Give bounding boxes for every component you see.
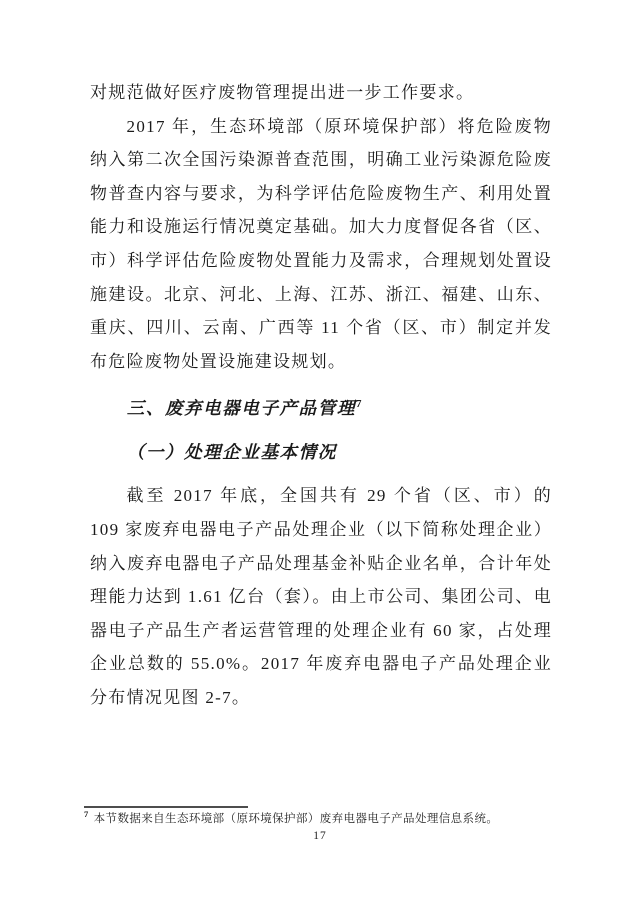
paragraph-processing-enterprises: 截至 2017 年底，全国共有 29 个省（区、市）的 109 家废弃电器电子产品处理企业（以下简称处理企业）纳入废弃电器电子产品处理基金补贴企业名单，合计年处理能力达到 1.61 亿台（套）。由上市公司、集团公司、电器电子产品生产者运营管理的处理企业有 60 家，占处理企业总数的 55.0%。2017 年废弃电器电子产品处理企业分布情况见图 2-7。 <box>90 486 552 707</box>
section-heading-text: 三、废弃电器电子产品管理 <box>126 398 356 419</box>
footnote-text: 本节数据来自生态环境部（原环境保护部）废弃电器电子产品处理信息系统。 <box>93 813 499 825</box>
footnote-ref-superscript: 7 <box>355 398 362 411</box>
paragraph-pollution-census: 2017 年，生态环境部（原环境保护部）将危险废物纳入第二次全国污染源普查范围，明确工业污染源危险废物普查内容与要求，为科学评估危险废物生产、利用处置能力和设施运行情况奠定基础。加大力度督促各省（区、市）科学评估危险废物处置能力及需求，合理规划处置设施建设。北京、河北、上海、江苏、浙江、福建、山东、重庆、四川、云南、广西等 11 个省（区、市）制定并发布危险废物处置设施建设规划。 <box>90 116 552 371</box>
page-number: 17 <box>313 830 327 842</box>
footnote <box>84 811 556 827</box>
footnote-marker: 7 <box>84 809 89 820</box>
section-heading <box>90 392 552 425</box>
paragraph-medical-waste-closing: 对规范做好医疗废物管理提出进一步工作要求。 <box>90 83 475 102</box>
subsection-heading: （一）处理企业基本情况 <box>126 442 337 463</box>
page-content <box>90 76 552 715</box>
footnote-separator-line <box>84 806 248 808</box>
